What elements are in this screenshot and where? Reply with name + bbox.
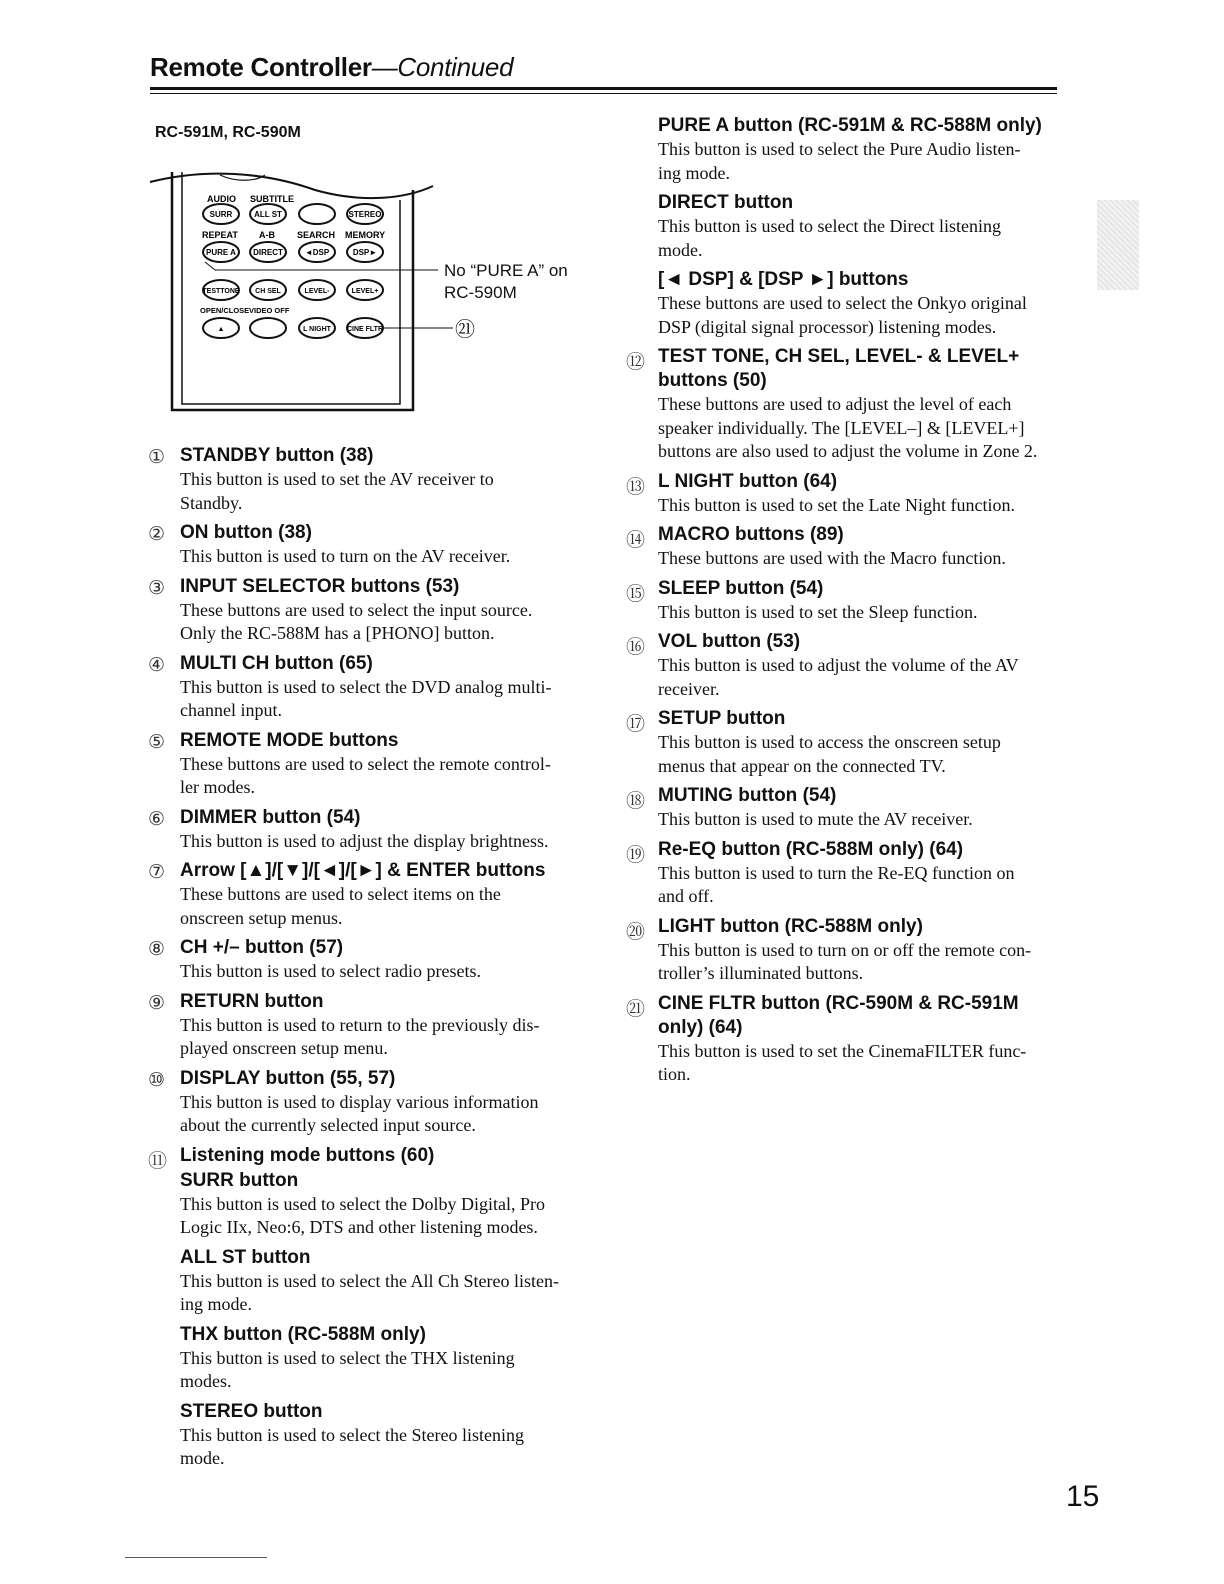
list-item: ⑱ MUTING button (54) This button is used to mute the AV receiver.: [626, 785, 973, 829]
list-item: ⑤ REMOTE MODE buttons These buttons are used to select the remote control- ler modes.: [148, 729, 551, 797]
label-video-off: VIDEO OFF: [249, 306, 290, 315]
left-column: [148, 444, 588, 1477]
list-item: ⑮ SLEEP button (54) This button is used to set the Sleep function.: [626, 577, 978, 622]
list-item: ⑲ Re-EQ button (RC-588M only) (64) This button is used to turn the Re-EQ function on and off.: [626, 838, 1015, 906]
page-title: [150, 52, 513, 83]
list-item: ㉑ CINE FLTR button (RC-590M & RC-591M only) (64) This button is used to set the CinemaFILTER func- tion.: [626, 992, 1027, 1084]
button-l-night: L NIGHT: [303, 326, 331, 333]
sub-item: THX button (RC-588M only) This button is used to select the THX listening modes.: [180, 1323, 515, 1391]
title-main: Remote Controller: [150, 52, 372, 82]
list-item: ⑩ DISPLAY button (55, 57) This button is used to display various information about the currently selected input source.: [148, 1067, 539, 1135]
label-search: SEARCH: [297, 230, 336, 240]
button-direct: DIRECT: [253, 248, 283, 257]
list-item: ⑧ CH +/– button (57) This button is used to select radio presets.: [148, 937, 481, 981]
page-number: 15: [1066, 1480, 1100, 1513]
button-level-minus: LEVEL-: [304, 288, 330, 295]
list-item: ⑨ RETURN button This button is used to return to the previously dis- played onscreen setup menu.: [148, 990, 540, 1058]
footer-rule: [125, 1557, 267, 1558]
list-item: ⑭ MACRO buttons (89) These buttons are used with the Macro function.: [626, 524, 1006, 568]
list-item: ⑪ Listening mode buttons (60) SURR button This button is used to select the Dolby Digital, Pro Logic IIx, Neo:6, DTS and other listening modes. ALL ST button This button is used to select the All Ch Stereo listen- ing mode. THX button (RC-588M only) This button is used to select the THX listening modes. STEREO button This button is used to select the Stereo listening mode.: [148, 1144, 588, 1471]
button-dsp-right: DSP►: [352, 248, 378, 257]
button-pure-a: PURE A: [206, 248, 236, 257]
right-column: [626, 113, 1066, 1093]
sub-item: [◄ DSP] & [DSP ►] buttons These buttons are used to select the Onkyo original DSP (digital signal processor) listening modes.: [658, 269, 1027, 337]
list-item: ③ INPUT SELECTOR buttons (53) These buttons are used to select the input source. Only the RC-588M has a [PHONO] button.: [148, 575, 533, 643]
title-continued: —Continued: [371, 52, 514, 82]
button-level-plus: LEVEL+: [351, 288, 379, 295]
label-subtitle: SUBTITLE: [250, 194, 294, 204]
list-item: ④ MULTI CH button (65) This button is used to select the DVD analog multi- channel input.: [148, 652, 552, 720]
header-rule-thin: [150, 93, 1057, 94]
sub-item: ALL ST button This button is used to select the All Ch Stereo listen- ing mode.: [180, 1246, 559, 1314]
list-item: ⑬ L NIGHT button (64) This button is used to set the Late Night function.: [626, 470, 1015, 515]
sub-item: PURE A button (RC-591M & RC-588M only) This button is used to select the Pure Audio listen- ing mode.: [658, 115, 1042, 183]
label-open-close: OPEN/CLOSE: [200, 306, 250, 315]
list-item: ⑳ LIGHT button (RC-588M only) This button is used to turn on or off the remote con- troller’s illuminated buttons.: [626, 915, 1032, 983]
header-rule-thick: [150, 87, 1057, 90]
sub-item: DIRECT button This button is used to select the Direct listening mode.: [658, 192, 1001, 260]
callout-21: ㉑: [455, 317, 475, 341]
list-item: ① STANDBY button (38) This button is used to set the AV receiver to Standby.: [148, 445, 494, 513]
button-stereo: STEREO: [348, 210, 382, 219]
continued-sub-items: [626, 114, 1066, 339]
list-item: ⑯ VOL button (53) This button is used to adjust the volume of the AV receiver.: [626, 631, 1019, 699]
section-tab-marker: [1097, 200, 1139, 290]
models-label: RC-591M, RC-590M: [155, 124, 301, 141]
button-all-st: ALL ST: [254, 210, 282, 219]
button-open-close: ▲: [217, 326, 225, 333]
label-audio: AUDIO: [207, 194, 236, 204]
button-ch-sel: CH SEL: [255, 288, 281, 295]
callout-no-pure-a: No “PURE A” on RC-590M: [444, 261, 568, 302]
button-cine-fltr: CINE FLTR: [346, 326, 384, 333]
label-repeat: REPEAT: [202, 230, 238, 240]
button-testtone: TESTTONE: [202, 288, 240, 295]
sub-item: SURR button This button is used to select the Dolby Digital, Pro Logic IIx, Neo:6, DTS and other listening modes.: [180, 1169, 545, 1237]
button-dsp-left: ◄DSP: [304, 248, 330, 257]
list-item: ⑫ TEST TONE, CH SEL, LEVEL- & LEVEL+ buttons (50) These buttons are used to adjust the level of each speaker individually. The [LEVEL–] & [LEVEL+] buttons are also used to adjust the volume in Zone 2.: [626, 346, 1038, 461]
label-memory: MEMORY: [345, 230, 386, 240]
list-item: ⑰ SETUP button This button is used to access the onscreen setup menus that appear on the connected TV.: [626, 708, 1001, 776]
button-surr: SURR: [209, 210, 233, 219]
sub-item: STEREO button This button is used to select the Stereo listening mode.: [180, 1400, 524, 1468]
list-item: ⑦ Arrow [▲]/[▼]/[◄]/[►] & ENTER buttons These buttons are used to select items on the onscreen setup menus.: [148, 860, 546, 928]
list-item: ⑥ DIMMER button (54) This button is used to adjust the display brightness.: [148, 806, 549, 851]
list-item: ② ON button (38) This button is used to turn on the AV receiver.: [148, 522, 511, 566]
label-a-b: A-B: [259, 230, 275, 240]
